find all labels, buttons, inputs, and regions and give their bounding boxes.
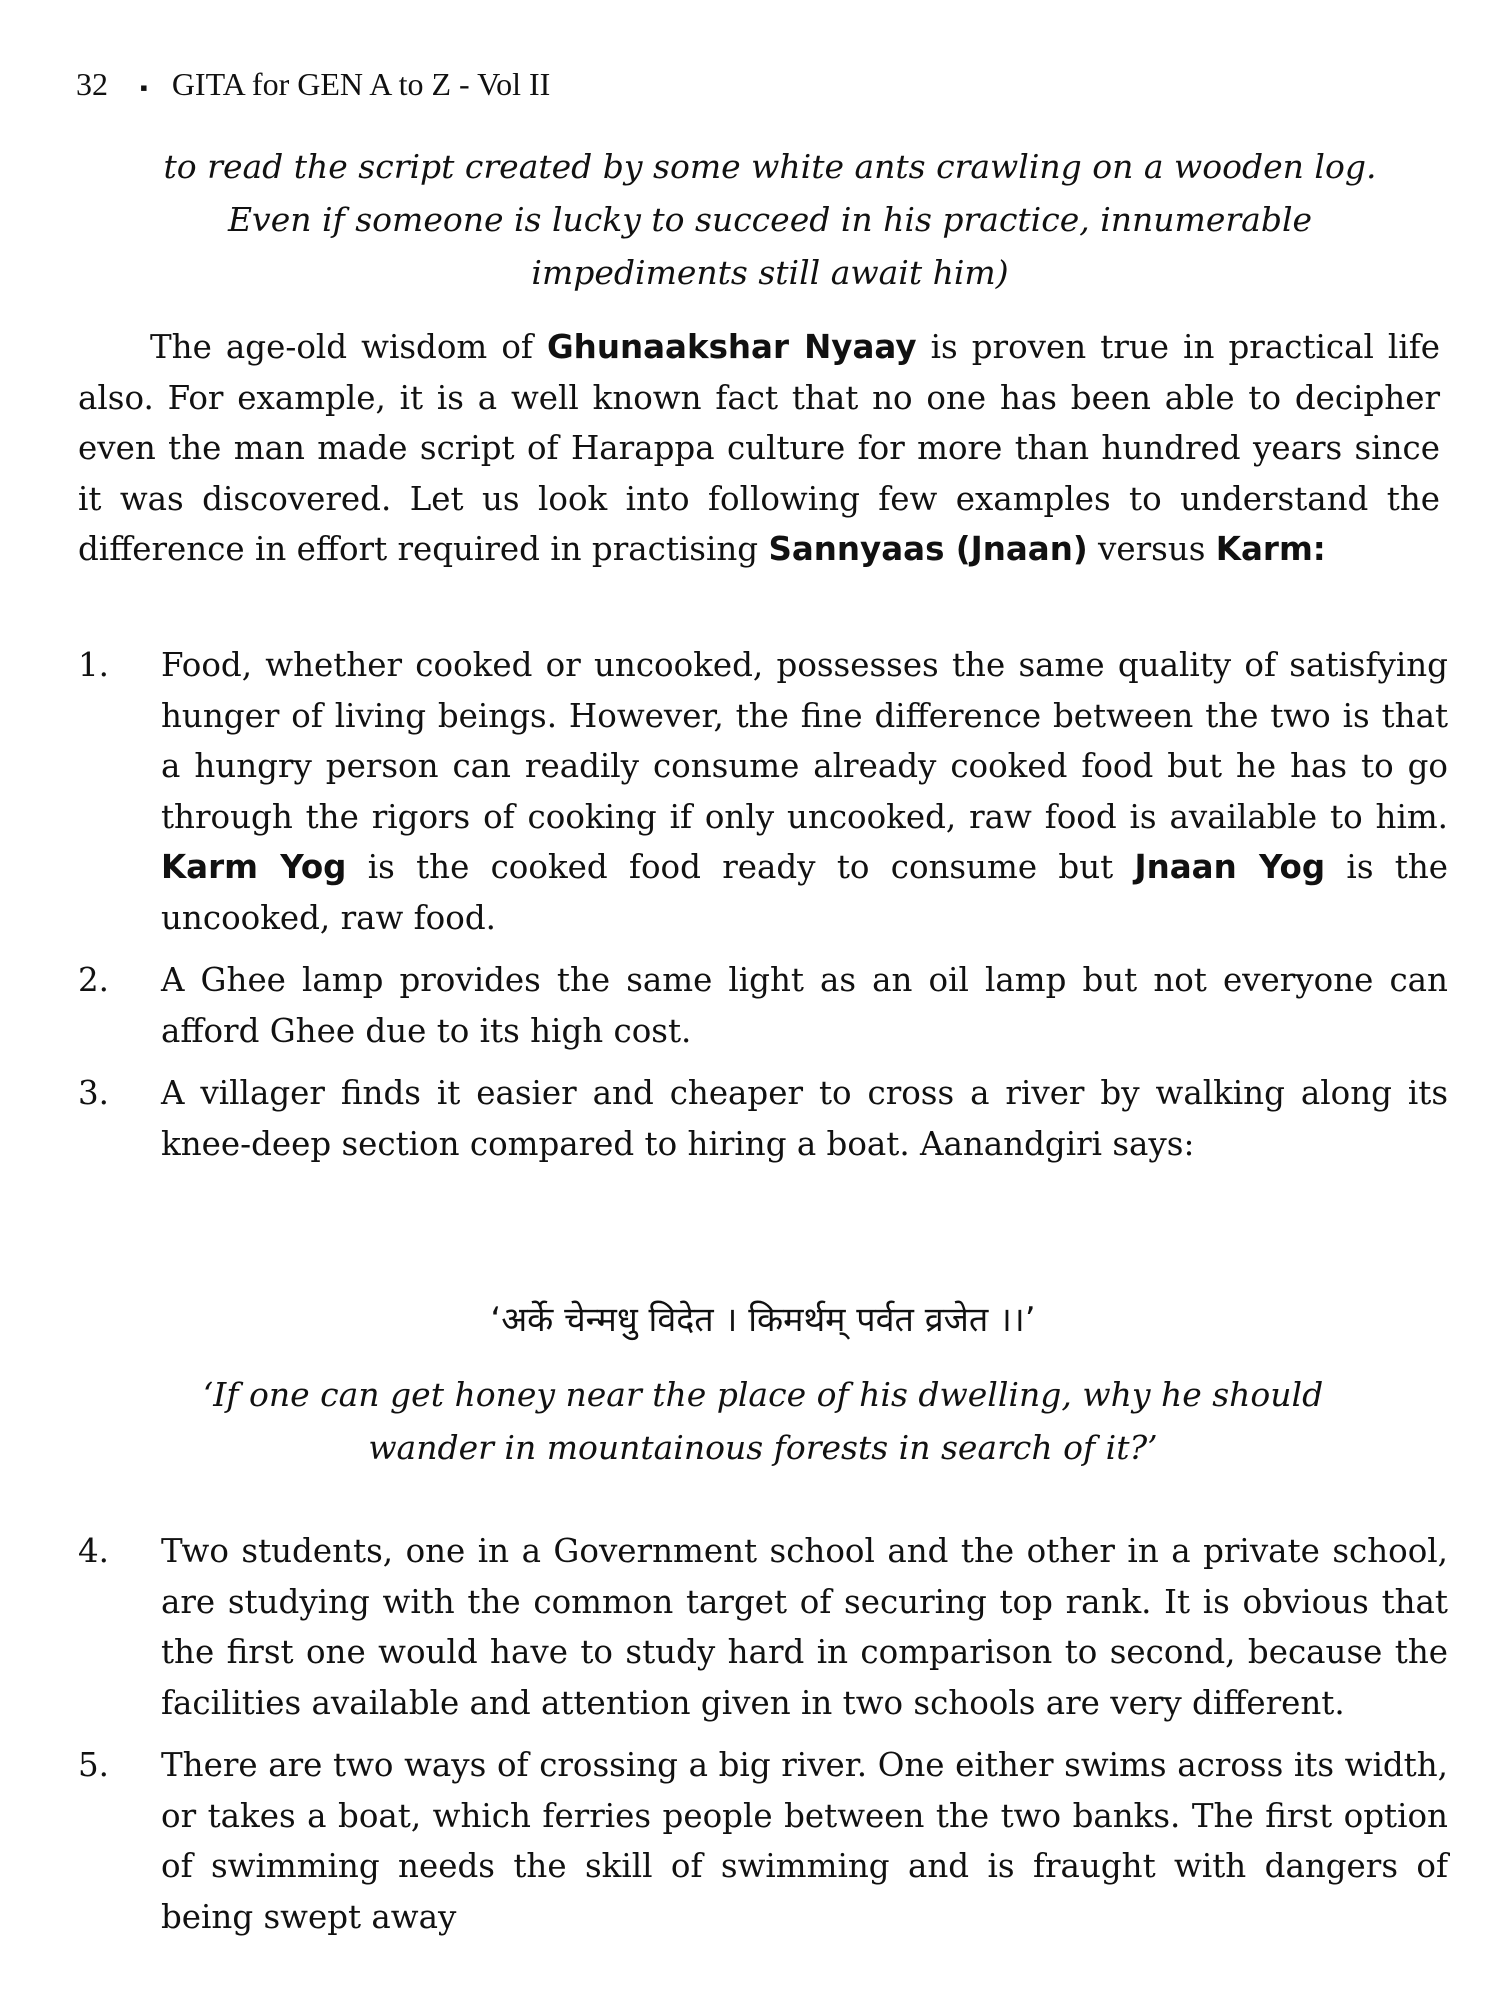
term-sannyaas-jnaan: Sannyaas (Jnaan)	[768, 530, 1088, 568]
list-item	[78, 955, 1448, 1056]
list-item	[78, 1068, 1448, 1169]
term-karm-yog: Karm Yog	[161, 848, 347, 886]
item-number: 1.	[78, 646, 110, 684]
item-number: 3.	[78, 1074, 110, 1112]
item-text: A villager finds it easier and cheaper to cross a river by walking along its knee-deep section compared to hiring a boat. Aanandgiri says:	[161, 1074, 1448, 1163]
item-number: 5.	[78, 1746, 110, 1784]
term-ghunaakshar-nyaay: Ghunaakshar Nyaay	[547, 328, 917, 366]
term-karm: Karm:	[1215, 530, 1326, 568]
list-item	[78, 1740, 1448, 1942]
verse-translation-intro: to read the script created by some white ants crawling on a wooden log. Even if someone is lucky to succeed in his practice, innumerable impediments still await him)	[163, 147, 1377, 292]
item-number: 4.	[78, 1532, 110, 1570]
running-header	[76, 64, 550, 108]
list-item	[78, 640, 1448, 943]
page-number: 32	[76, 66, 108, 102]
body-paragraph	[78, 322, 1440, 575]
item-text: A Ghee lamp provides the same light as an oil lamp but not everyone can afford Ghee due to its high cost.	[161, 961, 1448, 1050]
header-separator-bullet: ▪	[140, 74, 148, 100]
item-text: is the cooked food ready to consume but	[346, 848, 1135, 886]
item-text: Food, whether cooked or uncooked, possesses the same quality of satisfying hunger of living beings. However, the fine difference between the two is that a hungry person can readily consume already cooked food but he has to go through the rigors of cooking if only uncooked, raw food is available to him.	[161, 646, 1448, 836]
item-text: There are two ways of crossing a big river. One either swims across its width, or takes a boat, which ferries people between the two banks. The first option of swimming needs the skill of swimming and is fraught with dangers of being swept away	[161, 1746, 1448, 1936]
examples-list-continued	[78, 1526, 1448, 1942]
term-jnaan-yog: Jnaan Yog	[1134, 848, 1326, 886]
book-title: GITA for GEN A to Z - Vol II	[171, 66, 551, 102]
item-text: Two students, one in a Government school and the other in a private school, are studying with the common target of securing top rank. It is obvious that the first one would have to study hard in comparison to second, because the facilities available and attention given in two schools are very different.	[161, 1532, 1448, 1722]
list-item	[78, 1526, 1448, 1728]
item-number: 2.	[78, 961, 110, 999]
paragraph-text-2: is proven true in practical life also. For example, it is a well known fact that no one has been able to decipher even the man made script of Harappa culture for more than hundred years since it was discovered. Let us look into following few examples to understand the difference in effort required in practising	[78, 328, 1440, 568]
sanskrit-quote: ‘अर्के चेन्मधु विदेत । किमर्थम् पर्वत व्रजेत ।।’	[490, 1300, 1036, 1340]
quote-translation: ‘If one can get honey near the place of his dwelling, why he should wander in mountainous forests in search of it?’	[202, 1375, 1324, 1467]
examples-list	[78, 640, 1448, 1169]
item-text: is the uncooked, raw food.	[161, 848, 1449, 937]
paragraph-text-1: The age-old wisdom of	[150, 328, 547, 366]
paragraph-text-3: versus	[1087, 530, 1216, 568]
quotation-block	[78, 1290, 1448, 1498]
